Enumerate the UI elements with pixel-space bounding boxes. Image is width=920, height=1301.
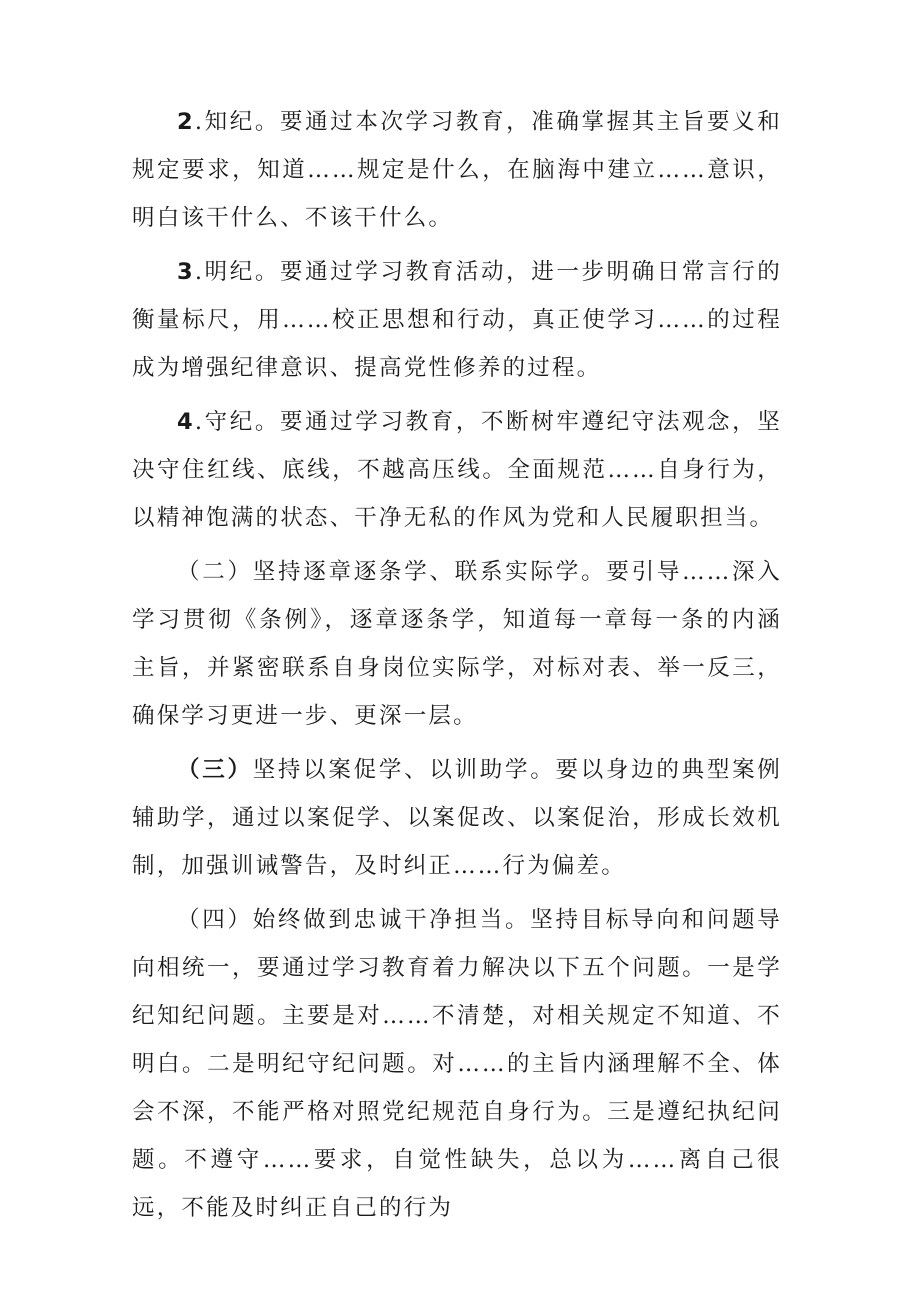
item-number: 3 (177, 259, 195, 285)
item-number: 4 (177, 409, 195, 435)
paragraph-section-three (132, 746, 782, 890)
paragraph-text: 坚持逐章逐条学、联系实际学。要引导……深入学习贯彻《条例》，逐章逐条学，知道每一章每一条的内涵主旨，并紧密联系自身岗位实际学，对标对表、举一反三，确保学习更进一步、更深一层。 (132, 559, 782, 729)
paragraph-zhiji (132, 98, 782, 242)
paragraph-text: .明纪。要通过学习教育活动，进一步明确日常言行的衡量标尺，用……校正思想和行动，真正使学习……的过程成为增强纪律意识、提高党性修养的过程。 (132, 259, 782, 381)
document-page (132, 98, 782, 1238)
paragraph-text: .守纪。要通过学习教育，不断树牢遵纪守法观念，坚决守住红线、底线，不越高压线。全面规范……自身行为，以精神饱满的状态、干净无私的作风为党和人民履职担当。 (132, 409, 782, 531)
section-number: （四） (177, 907, 253, 933)
section-number: （二） (177, 559, 253, 585)
paragraph-text: 始终做到忠诚干净担当。坚持目标导向和问题导向相统一，要通过学习教育着力解决以下五个问题。一是学纪知纪问题。主要是对……不清楚，对相关规定不知道、不明白。二是明纪守纪问题。对……的主旨内涵理解不全、体会不深，不能严格对照党纪规范自身行为。三是遵纪执纪问题。不遵守……要求，自觉性缺失，总以为……离自己很远，不能及时纠正自己的行为 (132, 907, 783, 1221)
paragraph-section-four (132, 896, 782, 1232)
paragraph-shouji (132, 398, 782, 542)
paragraph-mingji (132, 248, 782, 392)
paragraph-text: .知纪。要通过本次学习教育，准确掌握其主旨要义和规定要求，知道……规定是什么，在脑海中建立……意识，明白该干什么、不该干什么。 (132, 109, 782, 231)
item-number: 2 (177, 109, 195, 135)
paragraph-section-two (132, 548, 782, 740)
paragraph-text: 坚持以案促学、以训助学。要以身边的典型案例辅助学，通过以案促学、以案促改、以案促治，形成长效机制，加强训诫警告，及时纠正……行为偏差。 (132, 757, 783, 879)
section-number: （三） (177, 757, 253, 783)
